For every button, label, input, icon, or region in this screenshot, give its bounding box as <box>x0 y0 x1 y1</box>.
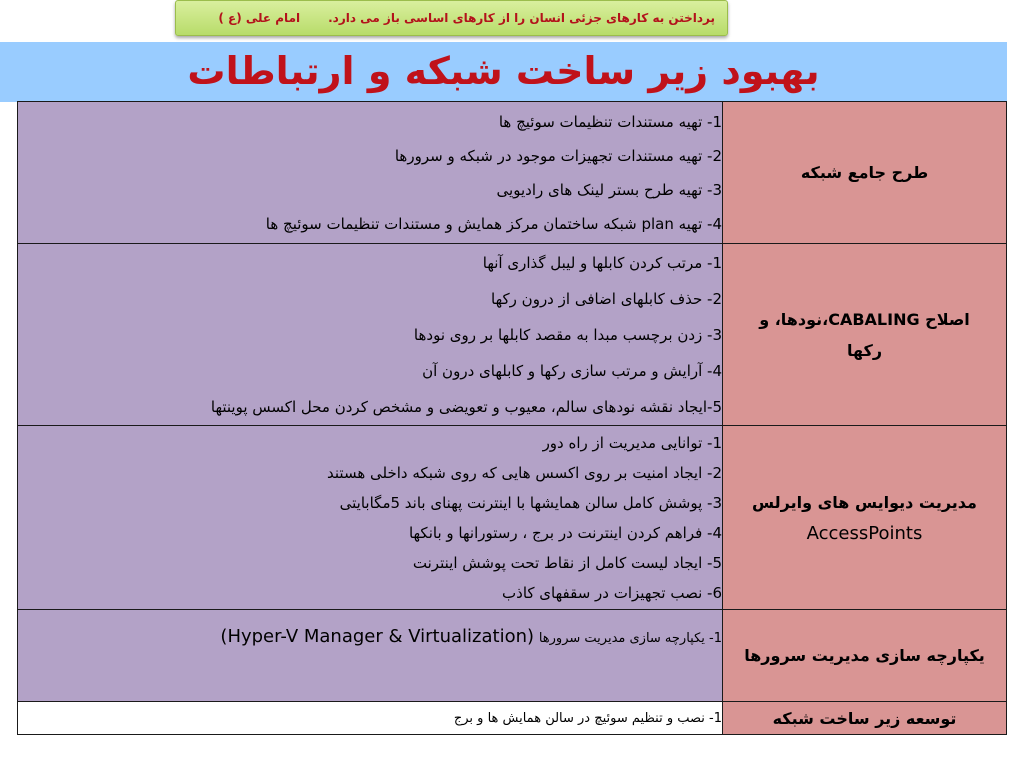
topic-label: اصلاح CABALING،نودها، و <box>759 309 970 329</box>
item-text: 1- یکپارچه سازی مدیریت سرورها <box>538 631 722 646</box>
plan-table <box>17 101 1007 735</box>
list-item: 4- تهیه plan شبکه ساختمان مرکز همایش و مستندات تنظیمات سوئیچ ها <box>265 214 722 233</box>
table-row <box>18 702 1007 735</box>
list-item: 6- نصب تجهیزات در سقفهای کاذب <box>502 583 722 602</box>
page-title: بهبود زیر ساخت شبکه و ارتباطات <box>187 49 820 93</box>
list-item: 5-ایجاد نقشه نودهای سالم، معیوب و تعویضی و مشخص کردن محل اکسس پوینتها <box>210 397 722 416</box>
list-item <box>18 626 722 647</box>
list-item: 3- زدن برچسب مبدا به مقصد کابلها بر روی نودها <box>413 325 722 344</box>
item-latin-text: (Hyper-V Manager & Virtualization) <box>220 626 535 647</box>
items-cell <box>18 102 723 244</box>
list-item: 2- ایجاد امنیت بر روی اکسس هایی که روی شبکه داخلی هستند <box>327 463 722 482</box>
list-item: 3- پوشش کامل سالن همایشها با اینترنت پهنای باند 5مگابایتی <box>339 493 722 512</box>
topic-label-line2: رکها <box>846 340 883 360</box>
quote-text: پرداختن به کارهای جزئی انسان را از کارهای اساسی باز می دارد. <box>328 11 715 25</box>
list-item: 1- نصب و تنظیم سوئیچ در سالن همایش ها و برج <box>453 710 722 726</box>
items-cell <box>18 702 723 735</box>
list-item: 2- حذف کابلهای اضافی از درون رکها <box>491 289 722 308</box>
topic-label-line2: AccessPoints <box>806 522 923 544</box>
list-item: 1- تهیه مستندات تنظیمات سوئیچ ها <box>498 112 722 131</box>
quote-author: امام علی (ع ) <box>218 11 301 25</box>
items-cell <box>18 244 723 426</box>
topic-label: طرح جامع شبکه <box>800 163 929 182</box>
list-item: 4- آرایش و مرتب سازی رکها و کابلهای درون آن <box>422 361 722 380</box>
items-cell <box>18 610 723 702</box>
table-row <box>18 610 1007 702</box>
table-row <box>18 244 1007 426</box>
table-row <box>18 426 1007 610</box>
list-item: 3- تهیه طرح بستر لینک های رادیویی <box>496 180 722 199</box>
list-item: 4- فراهم کردن اینترنت در برج ، رستورانها و بانکها <box>408 523 722 542</box>
topic-cell <box>723 610 1007 702</box>
topic-label: مدیریت دیوایس های وایرلس <box>752 492 977 512</box>
quote-banner <box>175 0 728 36</box>
topic-label: یکپارچه سازی مدیریت سرورها <box>744 646 985 665</box>
topic-cell <box>723 702 1007 735</box>
items-cell <box>18 426 723 610</box>
topic-cell <box>723 102 1007 244</box>
list-item: 2- تهیه مستندات تجهیزات موجود در شبکه و سرورها <box>394 146 722 165</box>
topic-cell <box>723 244 1007 426</box>
list-item: 1- توانایی مدیریت از راه دور <box>542 433 722 452</box>
list-item: 5- ایجاد لیست کامل از نقاط تحت پوشش اینترنت <box>412 553 722 572</box>
topic-label: توسعه زیر ساخت شبکه <box>772 708 957 728</box>
topic-cell <box>723 426 1007 610</box>
table-row <box>18 102 1007 244</box>
list-item: 1- مرتب کردن کابلها و لیبل گذاری آنها <box>482 253 722 272</box>
